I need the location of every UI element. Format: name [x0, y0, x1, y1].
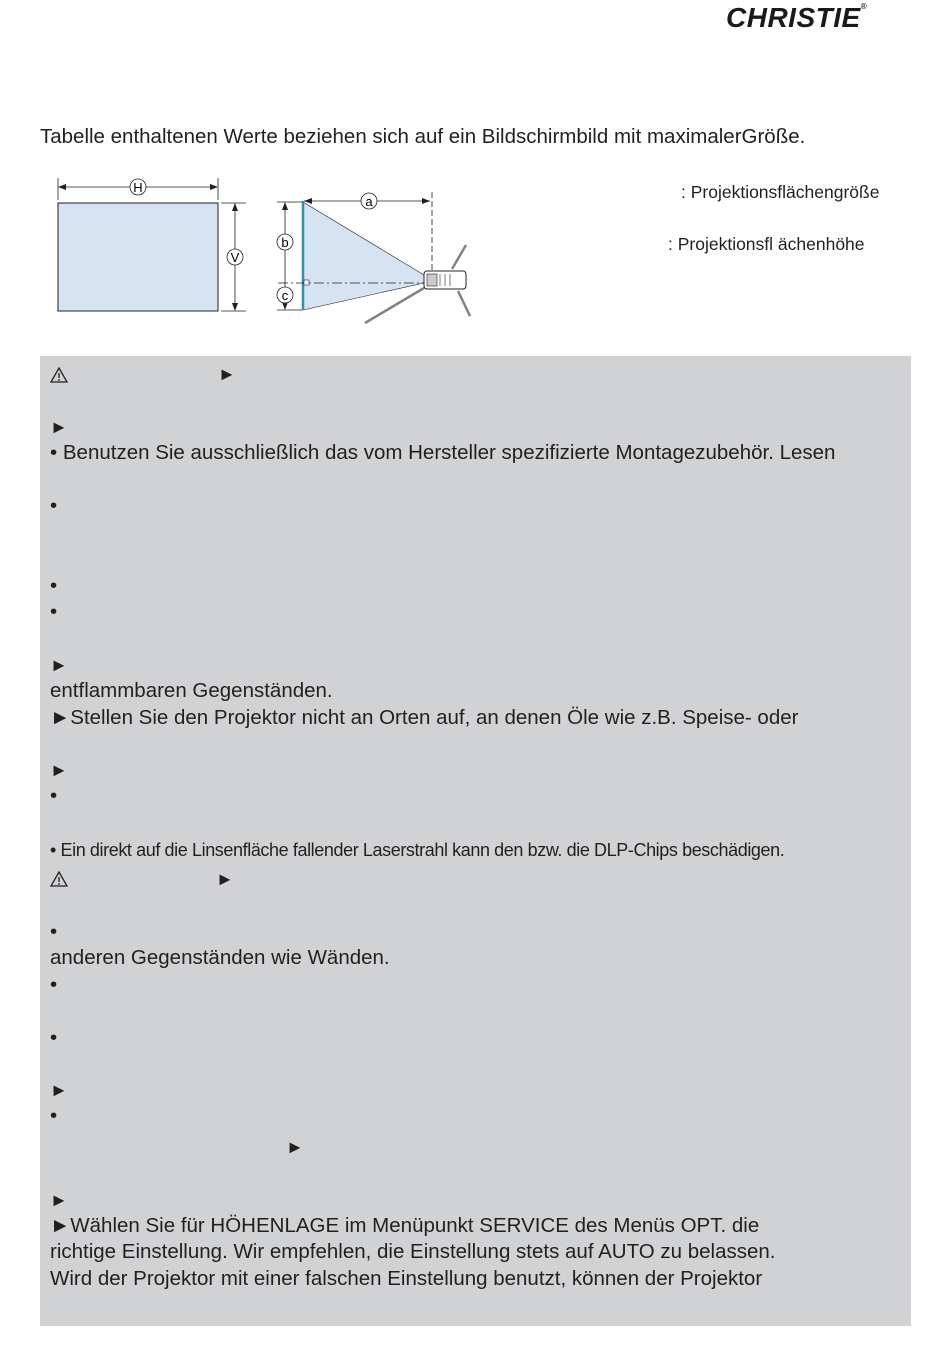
label-v: V — [230, 250, 240, 265]
notice-line: ►Stellen Sie den Projektor nicht an Orten auf, an denen Öle wie z.B. Speise- oder — [50, 706, 799, 729]
label-c: c — [281, 288, 289, 303]
arrow-marker: ► — [50, 655, 68, 675]
bullet-marker: • — [50, 784, 58, 807]
safety-notice-box — [40, 356, 911, 1326]
legend-v: : Projektionsfl ächenhöhe — [668, 234, 865, 254]
bullet-marker: • — [50, 1104, 58, 1127]
screen-rect — [58, 203, 218, 311]
notice-line: • Ein direkt auf die Linsenfläche fallender Laserstrahl kann den bzw. die DLP-Chips beschädigen. — [50, 840, 785, 860]
arrow-marker: ► — [286, 1137, 304, 1157]
bullet-marker: • — [50, 494, 58, 517]
bullet-marker: • — [50, 920, 58, 943]
arrow-marker: ► — [216, 869, 234, 889]
notice-line: Wird der Projektor mit einer falschen Einstellung benutzt, können der Projektor — [50, 1267, 763, 1290]
label-a: a — [365, 194, 373, 209]
notice-line: entflammbaren Gegenständen. — [50, 679, 333, 702]
projection-beam — [303, 202, 424, 310]
notice-line: anderen Gegenständen wie Wänden. — [50, 946, 390, 969]
warning-icon — [50, 367, 68, 383]
legend-h: : Projektionsflächengröße — [681, 182, 880, 202]
notice-line: ►Wählen Sie für HÖHENLAGE im Menüpunkt SERVICE des Menüs OPT. die — [50, 1214, 760, 1237]
bullet-marker: • — [50, 600, 58, 623]
notice-line: richtige Einstellung. Wir empfehlen, die Einstellung stets auf AUTO zu belassen. — [50, 1240, 776, 1263]
bullet-marker: • — [50, 973, 58, 996]
arrow-marker: ► — [50, 760, 68, 780]
projector-icon — [424, 271, 466, 289]
label-h: H — [133, 180, 143, 195]
projection-diagram — [40, 170, 480, 330]
bullet-marker: • — [50, 574, 58, 597]
arrow-marker: ► — [218, 364, 236, 384]
arrow-marker: ► — [50, 1190, 68, 1210]
bullet-marker: • — [50, 1026, 58, 1049]
warning-icon — [50, 871, 68, 887]
arrow-marker: ► — [50, 417, 68, 437]
notice-line: • Benutzen Sie ausschließlich das vom Hersteller spezifizierte Montagezubehör. Lesen — [50, 441, 836, 464]
label-b: b — [281, 235, 289, 250]
intro-text: Tabelle enthaltenen Werte beziehen sich auf ein Bildschirmbild mit maximalerGröße. — [40, 125, 806, 148]
arrow-marker: ► — [50, 1080, 68, 1100]
christie-logo: CHRISTIE® — [726, 2, 868, 33]
